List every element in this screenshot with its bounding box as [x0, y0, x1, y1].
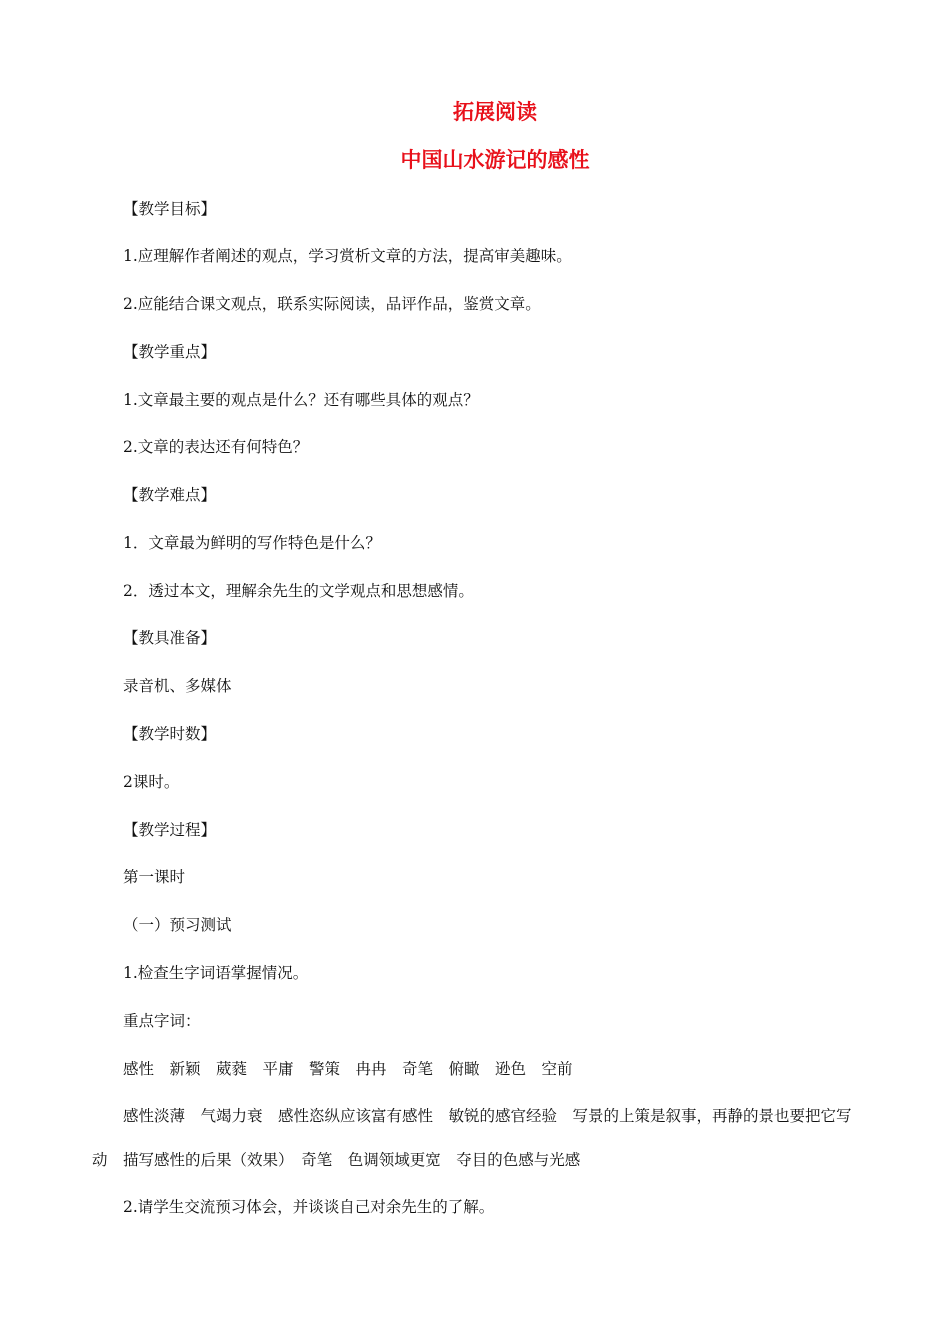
key-point-item: 1.文章最主要的观点是什么？还有哪些具体的观点？ — [123, 391, 479, 409]
hours-text: 2课时。 — [123, 773, 180, 791]
process-item: 2.请学生交流预习体会，并谈谈自己对余先生的了解。 — [123, 1198, 495, 1216]
document-title: 拓展阅读 — [453, 100, 537, 124]
lesson-heading: 第一课时 — [123, 868, 186, 886]
key-words-list: 感性 新颖 葳蕤 平庸 警策 冉冉 奇笔 俯瞰 逊色 空前 — [123, 1060, 573, 1078]
section-heading-difficulties: 【教学难点】 — [123, 486, 217, 504]
section-heading-hours: 【教学时数】 — [123, 725, 217, 743]
document-subtitle: 中国山水游记的感性 — [400, 148, 590, 172]
section-heading-key-points: 【教学重点】 — [123, 343, 217, 361]
section-heading-materials: 【教具准备】 — [123, 629, 217, 647]
key-phrases-paragraph: 感性淡薄 气竭力衰 感性恣纵应该富有感性 敏锐的感官经验 写景的上策是叙事，再静的景也要把它写动 描写感性的后果（效果） 奇笔 色调领域更宽 夺目的色感与光感 — [92, 1107, 852, 1169]
objective-item: 2.应能结合课文观点，联系实际阅读，品评作品，鉴赏文章。 — [123, 295, 541, 313]
section-heading-objectives: 【教学目标】 — [123, 200, 217, 218]
difficulty-item: 1．文章最为鲜明的写作特色是什么？ — [123, 534, 381, 552]
difficulty-item: 2．透过本文，理解余先生的文学观点和思想感情。 — [123, 582, 474, 600]
objective-item: 1.应理解作者阐述的观点，学习赏析文章的方法，提高审美趣味。 — [123, 247, 572, 265]
materials-text: 录音机、多媒体 — [123, 677, 232, 695]
process-item: 1.检查生字词语掌握情况。 — [123, 964, 309, 982]
subsection-heading: （一）预习测试 — [123, 916, 232, 934]
key-words-label: 重点字词： — [123, 1012, 201, 1030]
section-heading-process: 【教学过程】 — [123, 821, 217, 839]
key-point-item: 2.文章的表达还有何特色？ — [123, 438, 309, 456]
